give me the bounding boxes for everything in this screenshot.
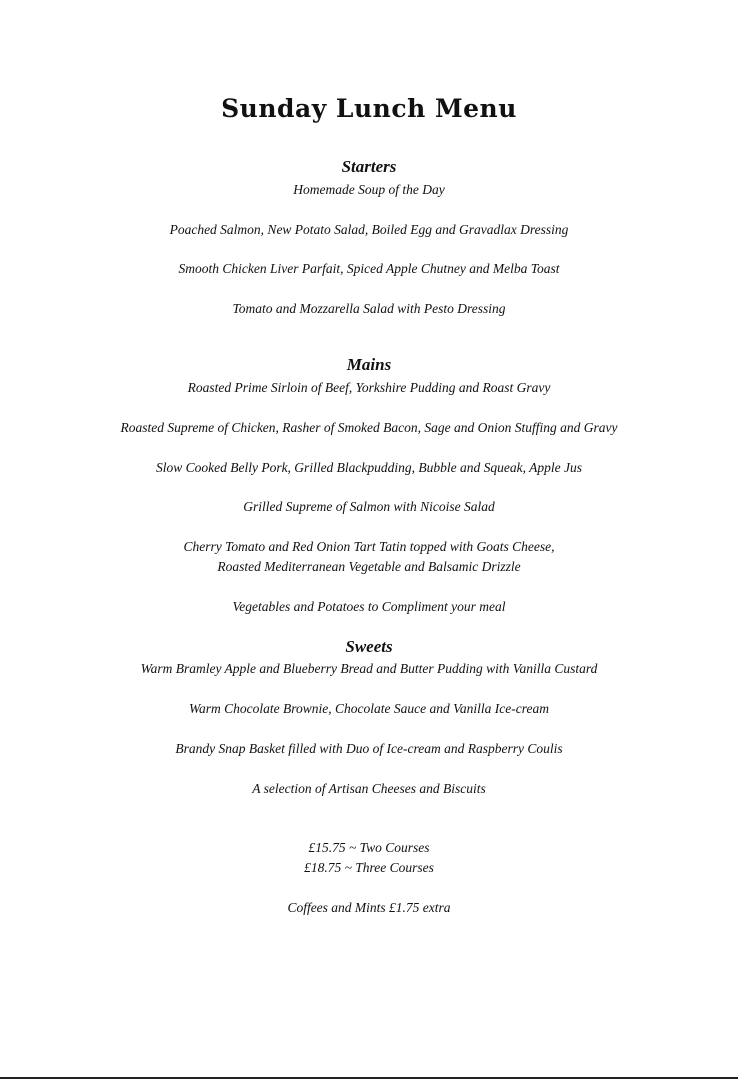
sweets-heading: Sweets — [345, 637, 393, 656]
main-item: Roasted Supreme of Chicken, Rasher of Smoked Bacon, Sage and Onion Stuffing and Gravy — [120, 420, 618, 435]
coffees-extra: Coffees and Mints £1.75 extra — [287, 900, 451, 915]
starter-item: Tomato and Mozzarella Salad with Pesto Dressing — [232, 301, 506, 316]
main-item: Vegetables and Potatoes to Compliment your meal — [232, 599, 506, 614]
price-two-courses: £15.75 ~ Two Courses — [308, 840, 430, 855]
starters-heading: Starters — [341, 157, 397, 176]
sweet-item: Warm Bramley Apple and Blueberry Bread and Butter Pudding with Vanilla Custard — [140, 661, 598, 676]
mains-heading: Mains — [346, 355, 392, 374]
sweet-item: Warm Chocolate Brownie, Chocolate Sauce and Vanilla Ice-cream — [189, 701, 549, 716]
main-item: Roasted Prime Sirloin of Beef, Yorkshire Pudding and Roast Gravy — [187, 380, 551, 395]
sweet-item: Brandy Snap Basket filled with Duo of Ice-cream and Raspberry Coulis — [175, 741, 563, 756]
bottom-rule — [0, 1077, 738, 1079]
starter-item: Smooth Chicken Liver Parfait, Spiced Apple Chutney and Melba Toast — [178, 261, 560, 276]
sweet-item: A selection of Artisan Cheeses and Biscuits — [252, 781, 486, 796]
main-item: Slow Cooked Belly Pork, Grilled Blackpudding, Bubble and Squeak, Apple Jus — [155, 460, 583, 475]
starter-item: Homemade Soup of the Day — [293, 182, 445, 197]
main-item: Grilled Supreme of Salmon with Nicoise Salad — [243, 499, 495, 514]
price-three-courses: £18.75 ~ Three Courses — [304, 860, 434, 875]
main-item: Roasted Mediterranean Vegetable and Balsamic Drizzle — [217, 559, 521, 574]
menu-title: Sunday Lunch Menu — [221, 94, 517, 123]
main-item: Cherry Tomato and Red Onion Tart Tatin topped with Goats Cheese, — [183, 539, 555, 554]
starter-item: Poached Salmon, New Potato Salad, Boiled Egg and Gravadlax Dressing — [169, 222, 569, 237]
